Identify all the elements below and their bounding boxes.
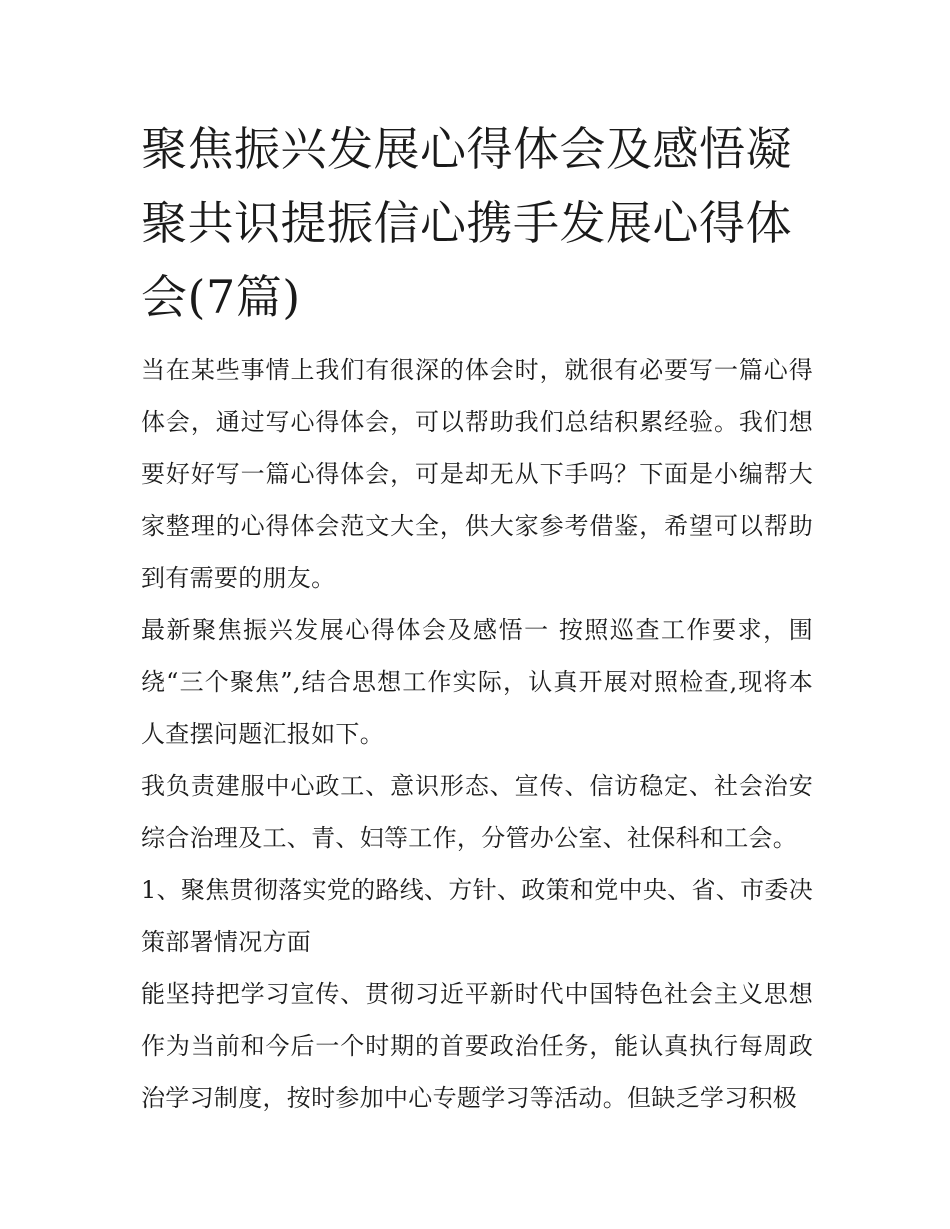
paragraph-intro: 当在某些事情上我们有很深的体会时，就很有必要写一篇心得体会，通过写心得体会，可以帮助我们总结积累经验。我们想要好好写一篇心得体会，可是却无从下手吗？下面是小编帮大家整理的心得体会范文大全，供大家参考借鉴，希望可以帮助到有需要的朋友。 xyxy=(141,356,813,592)
paragraph-inspection: 最新聚焦振兴发展心得体会及感悟一 按照巡查工作要求，围绕“三个聚焦”,结合思想工作实际，认真开展对照检查,现将本人查摆问题汇报如下。 xyxy=(141,616,813,748)
document-title: 聚焦振兴发展心得体会及感悟凝聚共识提振信心携手发展心得体会(7篇) xyxy=(141,122,792,324)
document-page xyxy=(141,112,813,1124)
paragraph-responsibilities: 我负责建服中心政工、意识形态、宣传、信访稳定、社会治安综合治理及工、青、妇等工作，分管办公室、社保科和工会。 xyxy=(141,772,813,852)
paragraph-study: 能坚持把学习宣传、贯彻习近平新时代中国特色社会主义思想作为当前和今后一个时期的首要政治任务，能认真执行每周政治学习制度，按时参加中心专题学习等活动。但缺乏学习积极 xyxy=(141,980,813,1112)
paragraph-section-heading: 1、聚焦贯彻落实党的路线、方针、政策和党中央、省、市委决策部署情况方面 xyxy=(141,876,813,956)
